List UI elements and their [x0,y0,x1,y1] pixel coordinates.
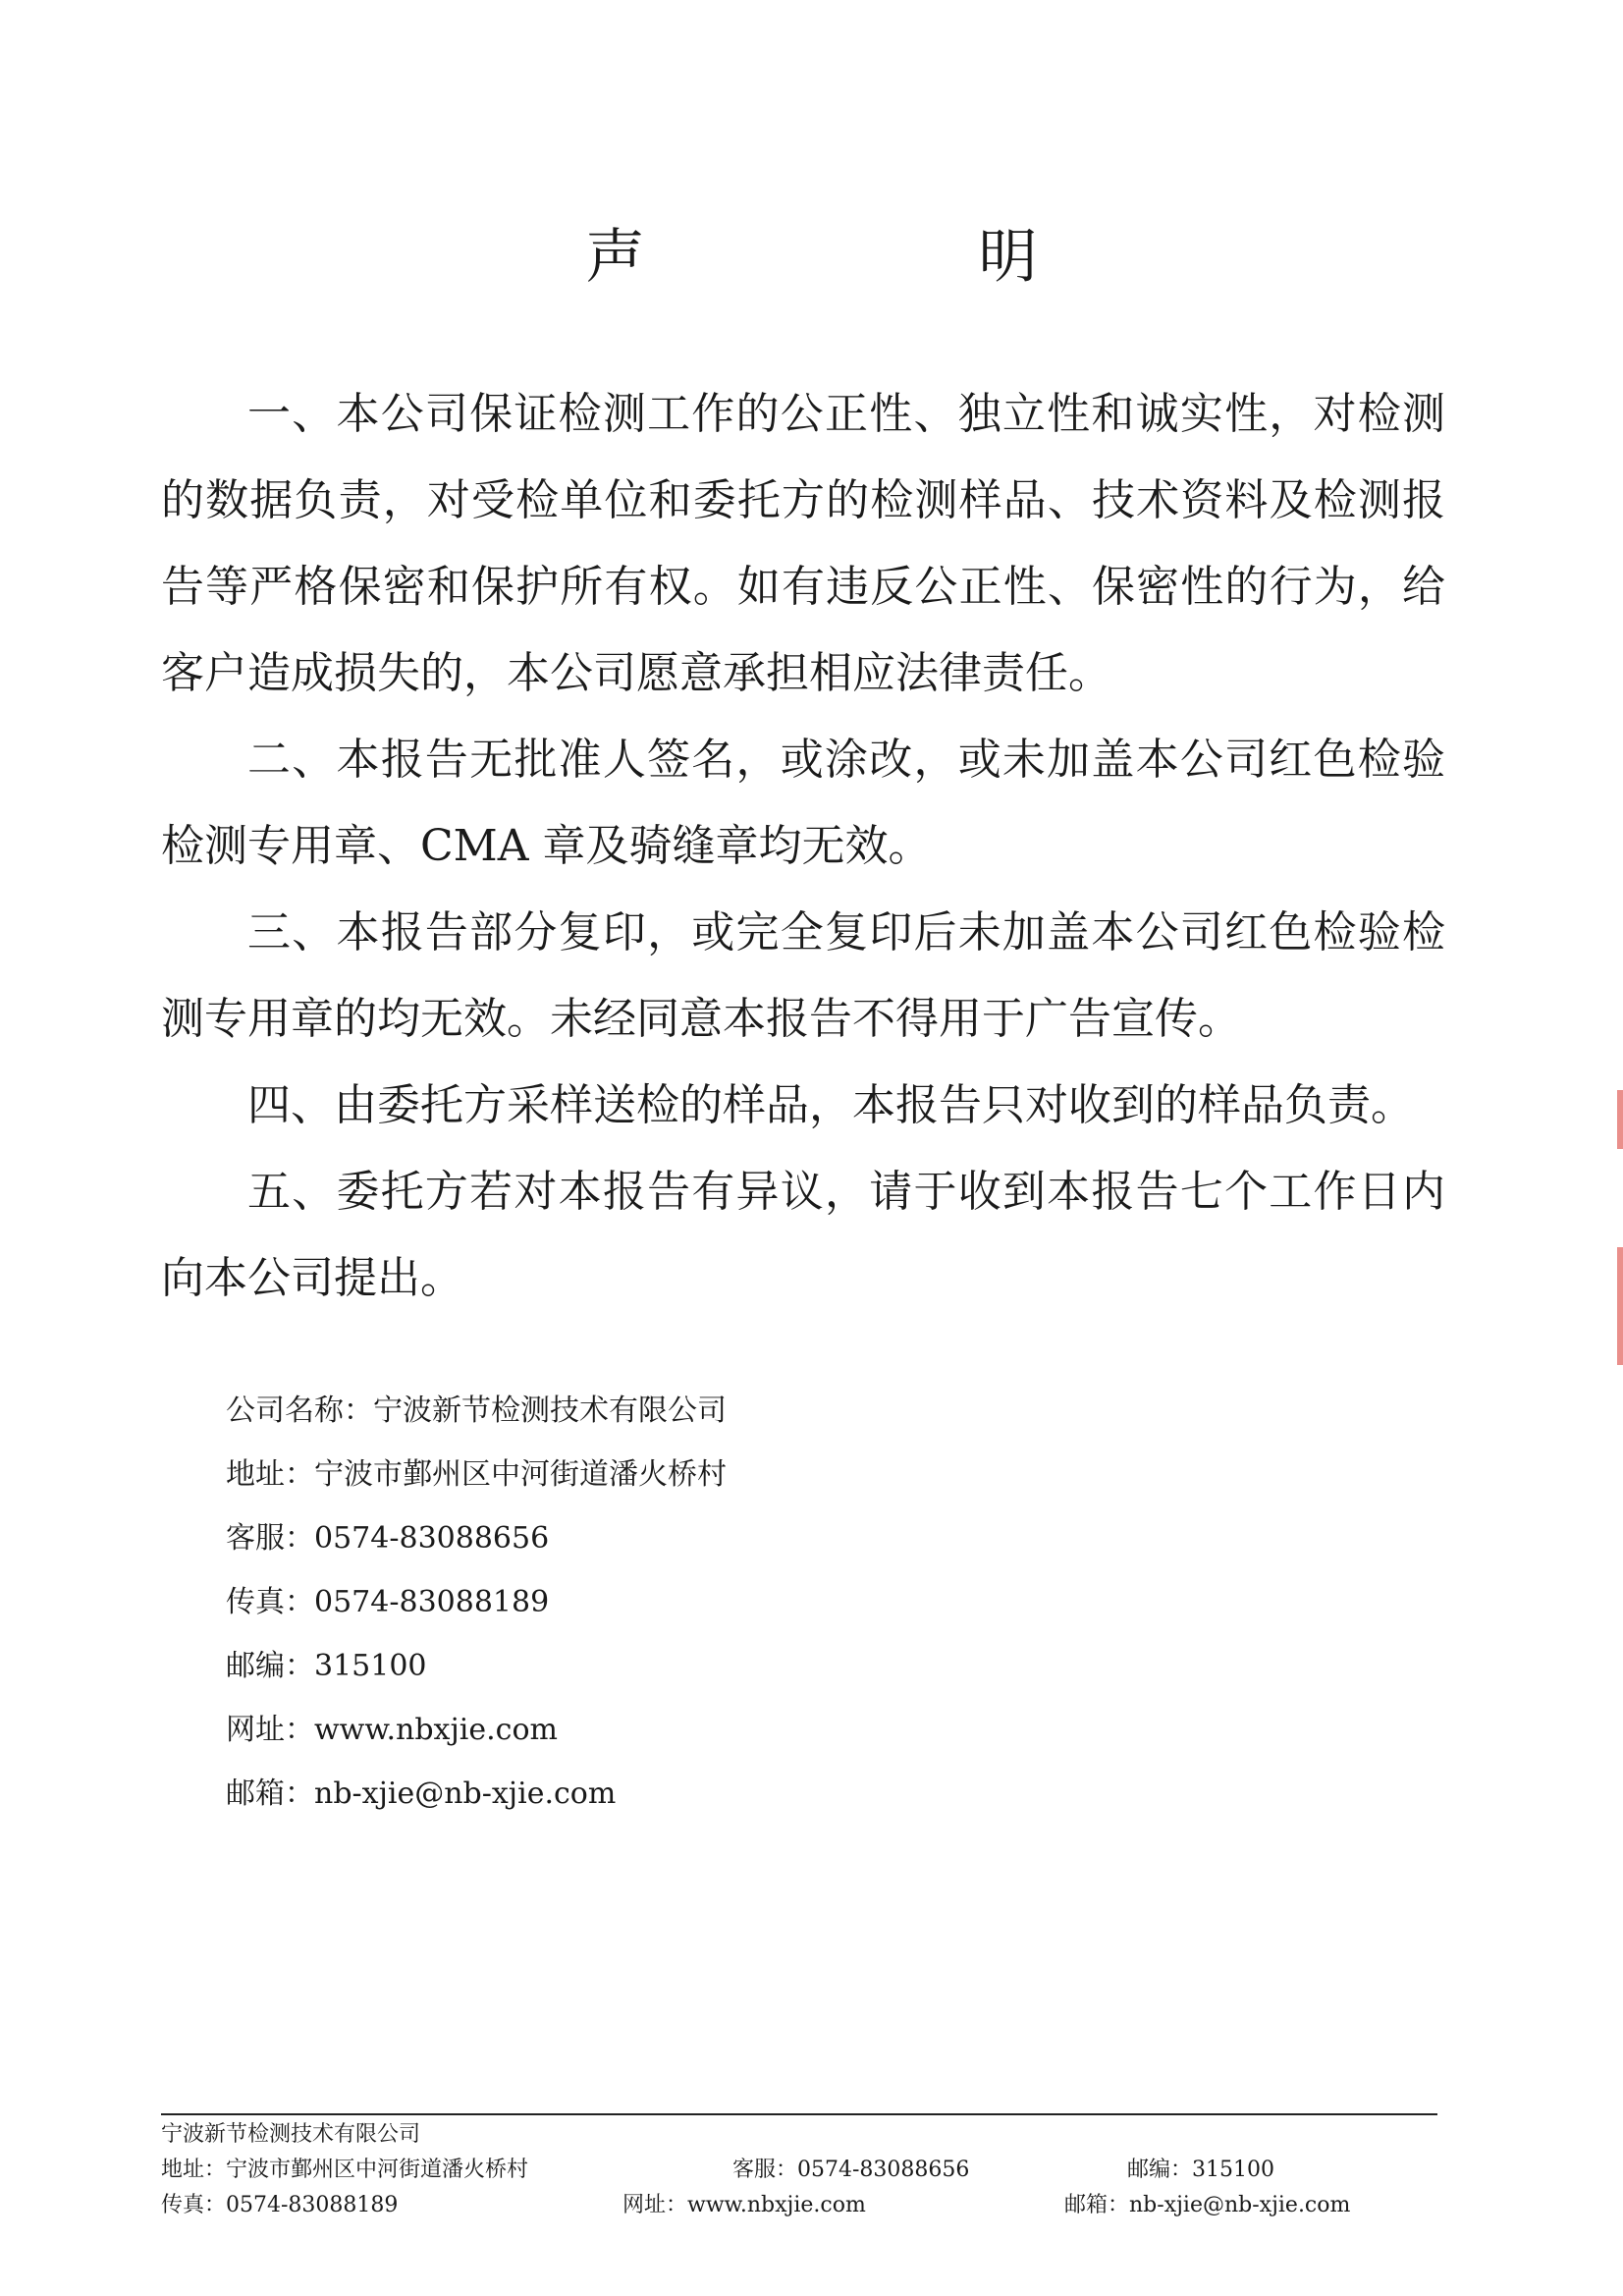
declaration-item-5: 五、委托方若对本报告有异议，请于收到本报告七个工作日内向本公司提出。 [161,1167,1445,1303]
footer-divider [161,2113,1437,2115]
seal-edge-mark [1617,1090,1623,1149]
contact-service-phone: 客服：0574-83088656 [226,1521,550,1556]
footer-row-3 [161,2188,1457,2223]
contact-fax: 传真：0574-83088189 [226,1585,550,1619]
footer-address: 地址：宁波市鄞州区中河街道潘火桥村 [161,2158,529,2182]
footer-email: 邮箱：nb-xjie@nb-xjie.com [1064,2193,1351,2217]
declaration-body [161,371,1445,1322]
contact-address: 地址：宁波市鄞州区中河街道潘火桥村 [226,1457,727,1492]
declaration-item-2: 二、本报告无批准人签名，或涂改，或未加盖本公司红色检验检测专用章、CMA 章及骑缝章均无效。 [161,735,1445,871]
footer-service-phone: 客服：0574-83088656 [732,2158,970,2182]
contact-website: 网址：www.nbxjie.com [226,1713,558,1747]
footer-website: 网址：www.nbxjie.com [622,2193,866,2217]
declaration-item-1: 一、本公司保证检测工作的公正性、独立性和诚实性，对检测的数据负责，对受检单位和委托方的检测样品、技术资料及检测报告等严格保密和保护所有权。如有违反公正性、保密性的行为，给客户造成损失的，本公司愿意承担相应法律责任。 [161,389,1445,698]
footer-fax: 传真：0574-83088189 [161,2193,399,2217]
contact-block [226,1379,1109,1826]
contact-email: 邮箱：nb-xjie@nb-xjie.com [226,1777,617,1811]
declaration-item-3: 三、本报告部分复印，或完全复印后未加盖本公司红色检验检测专用章的均无效。未经同意本报告不得用于广告宣传。 [161,907,1445,1044]
footer-company: 宁波新节检测技术有限公司 [161,2122,421,2147]
declaration-item-4: 四、由委托方采样送检的样品，本报告只对收到的样品负责。 [247,1080,1414,1130]
footer-row-2 [161,2153,1457,2188]
footer-postcode: 邮编：315100 [1127,2158,1274,2182]
page-footer [161,2117,1457,2223]
contact-postcode: 邮编：315100 [226,1649,427,1683]
seal-edge-mark [1617,1247,1623,1365]
footer-row-1 [161,2117,1457,2153]
contact-company: 公司名称：宁波新节检测技术有限公司 [226,1394,727,1428]
page-title: 声 明 [585,223,1175,292]
